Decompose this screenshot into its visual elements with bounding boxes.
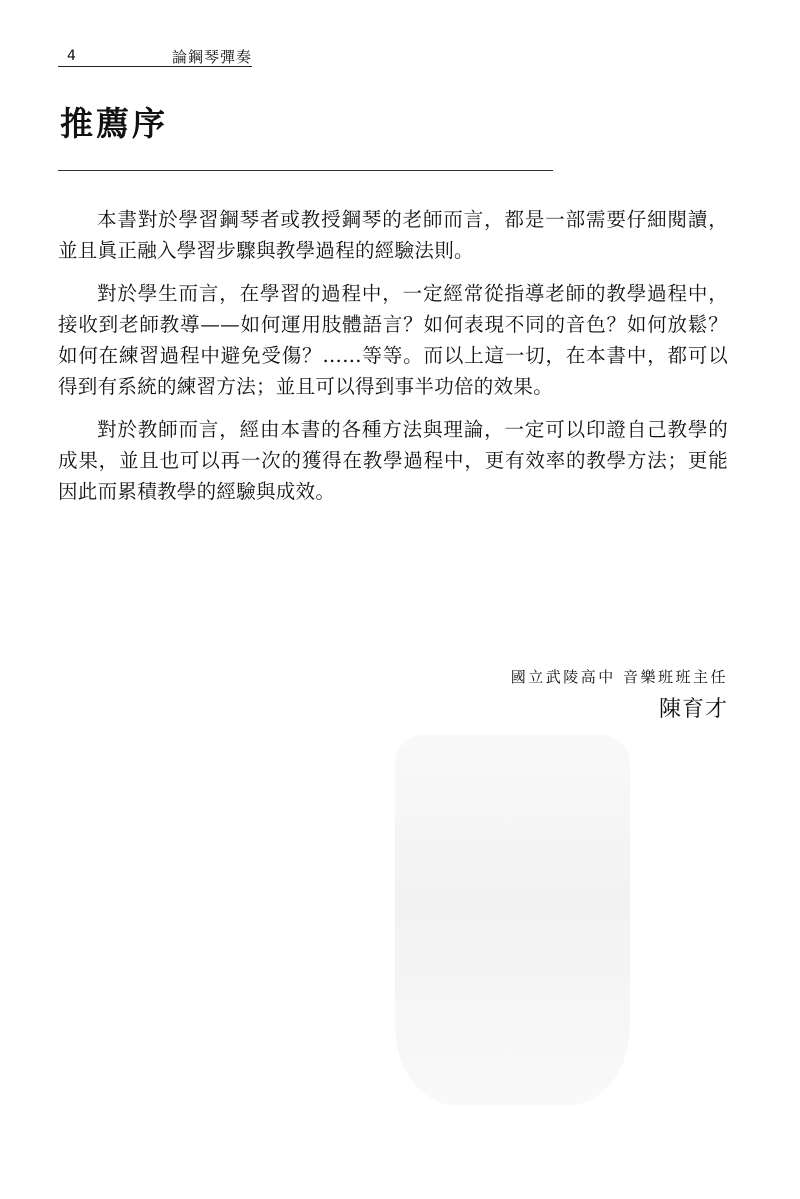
body-text bbox=[58, 204, 728, 519]
book-title: 論鋼琴彈奏 bbox=[171, 48, 252, 66]
signature-name: 陳育才 bbox=[658, 697, 728, 722]
section-title: 推薦序 bbox=[60, 104, 168, 143]
paragraph: 對於學生而言，在學習的過程中，一定經常從指導老師的教學過程中，接收到老師教導——如何運用肢體語言？如何表現不同的音色？如何放鬆？如何在練習過程中避免受傷？……等等。而以上這一切，在本書中，都可以得到有系統的練習方法；並且可以得到事半功倍的效果。 bbox=[58, 282, 728, 398]
signature-affiliation: 國立武陵高中 音樂班班主任 bbox=[510, 668, 728, 686]
paragraph: 本書對於學習鋼琴者或教授鋼琴的老師而言，都是一部需要仔細閱讀，並且眞正融入學習步驟與教學過程的經驗法則。 bbox=[58, 208, 728, 262]
background-watermark bbox=[395, 735, 630, 1105]
title-divider bbox=[58, 170, 553, 171]
running-header bbox=[58, 44, 252, 67]
paragraph: 對於教師而言，經由本書的各種方法與理論，一定可以印證自己教學的成果，並且也可以再一次的獲得在教學過程中，更有效率的教學方法；更能因此而累積教學的經驗與成效。 bbox=[58, 418, 728, 503]
page-number: 4 bbox=[67, 48, 76, 64]
